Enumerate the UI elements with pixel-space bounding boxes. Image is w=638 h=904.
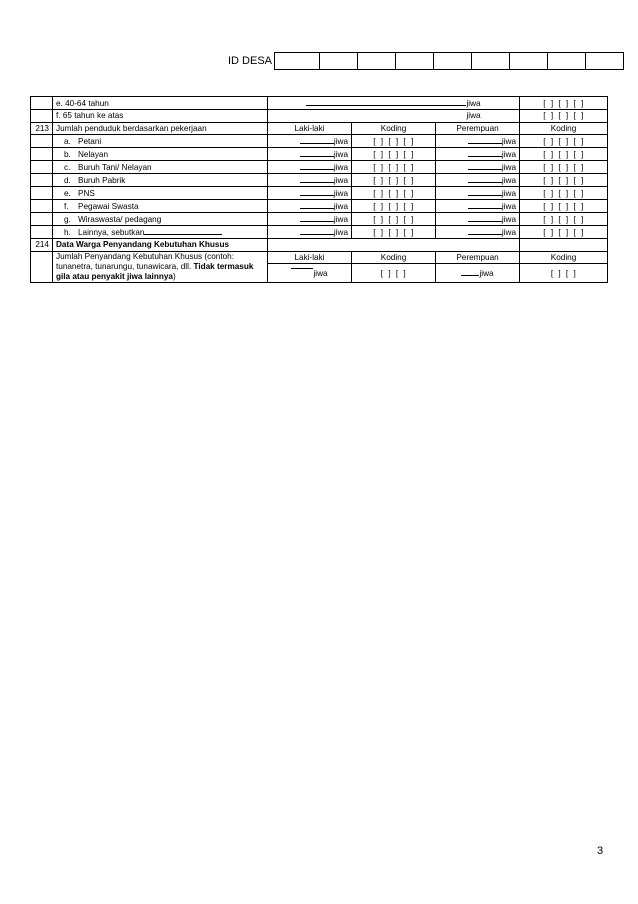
col-code: Koding (520, 251, 608, 264)
question-number: 214 (31, 239, 53, 252)
col-code: Koding (520, 122, 608, 135)
unit-label: jiwa (501, 215, 517, 224)
female-count-field[interactable] (436, 200, 520, 213)
item-letter: a. (64, 136, 71, 146)
item-letter: b. (64, 149, 71, 159)
unit-label: jiwa (466, 99, 481, 108)
unit-label: jiwa (313, 268, 328, 278)
male-count-field[interactable] (268, 200, 352, 213)
item-letter: d. (64, 175, 71, 185)
occupation-label (53, 200, 268, 213)
unit-label: jiwa (466, 111, 481, 121)
item-letter: h. (64, 228, 71, 237)
code-boxes[interactable]: [ ] [ ] [ ] (520, 187, 608, 200)
fill-blank[interactable] (291, 268, 313, 277)
code-boxes[interactable]: [ ] [ ] [ ] (520, 200, 608, 213)
unit-label: jiwa (501, 163, 517, 172)
empty-cell (520, 239, 608, 252)
male-count-field[interactable] (268, 264, 352, 283)
age-label: f. 65 tahun ke atas (53, 110, 268, 123)
code-boxes[interactable]: [ ] [ ] [ ] (352, 226, 436, 239)
id-digit-box[interactable] (433, 53, 471, 69)
male-count-field[interactable] (268, 213, 352, 226)
item-label: Lainnya, sebutkan (78, 228, 145, 237)
occupation-label (53, 161, 268, 174)
q214-header-row (31, 251, 608, 264)
female-count-field[interactable] (436, 187, 520, 200)
col-code: Koding (352, 122, 436, 135)
q213-header-row (31, 122, 608, 135)
fill-blank[interactable] (300, 226, 334, 235)
code-boxes[interactable]: [ ] [ ] [ ] (520, 110, 608, 123)
occupation-row (31, 161, 608, 174)
code-boxes[interactable]: [ ] [ ] [ ] (520, 174, 608, 187)
code-boxes[interactable]: [ ] [ ] [ ] (352, 161, 436, 174)
unit-label: jiwa (501, 150, 517, 159)
fill-blank[interactable] (468, 200, 502, 209)
code-boxes[interactable]: [ ] [ ] [ ] (352, 148, 436, 161)
survey-table (30, 96, 608, 283)
code-boxes[interactable]: [ ] [ ] (352, 264, 436, 283)
fill-blank[interactable] (468, 187, 502, 196)
unit-label: jiwa (333, 137, 348, 146)
fill-blank[interactable] (300, 174, 334, 183)
desc-bold-text: Tidak termasuk gila atau penyakit jiwa lainnya (56, 261, 254, 281)
id-desa-field (228, 52, 624, 70)
female-count-field[interactable] (436, 226, 520, 239)
item-label: Petani (78, 136, 102, 146)
fill-blank[interactable] (306, 97, 466, 106)
unit-label: jiwa (501, 176, 517, 185)
fill-blank[interactable] (300, 161, 334, 170)
occupation-row (31, 226, 608, 239)
question-number: 213 (31, 122, 53, 135)
unit-label: jiwa (501, 189, 517, 198)
occupation-label (53, 148, 268, 161)
col-female: Perempuan (436, 122, 520, 135)
age-row (31, 110, 608, 123)
code-boxes[interactable]: [ ] [ ] [ ] (352, 200, 436, 213)
code-boxes[interactable]: [ ] [ ] [ ] (352, 135, 436, 148)
occupation-row (31, 213, 608, 226)
item-label: Nelayan (78, 149, 109, 159)
fill-blank[interactable] (300, 187, 334, 196)
row-number (31, 213, 53, 226)
id-desa-boxes (274, 52, 624, 70)
fill-blank[interactable] (300, 213, 334, 222)
unit-label: jiwa (333, 163, 348, 172)
item-label: Buruh Pabrik (78, 175, 126, 185)
code-boxes[interactable]: [ ] [ ] [ ] (520, 226, 608, 239)
occupation-label (53, 135, 268, 148)
age-row (31, 97, 608, 110)
unit-label: jiwa (333, 150, 348, 159)
item-label: PNS (78, 188, 95, 198)
male-count-field[interactable] (268, 187, 352, 200)
empty-cell (268, 239, 520, 252)
unit-label: jiwa (479, 269, 494, 278)
male-count-field[interactable] (268, 226, 352, 239)
col-female: Perempuan (436, 251, 520, 264)
male-count-field[interactable] (268, 161, 352, 174)
fill-blank[interactable] (306, 110, 466, 118)
occupation-row (31, 174, 608, 187)
unit-label: jiwa (333, 202, 348, 211)
fill-blank[interactable] (300, 148, 334, 157)
id-digit-box[interactable] (471, 53, 509, 69)
page-number: 3 (597, 845, 604, 857)
female-count-field[interactable] (436, 264, 520, 283)
unit-label: jiwa (501, 137, 517, 146)
q214-description (53, 251, 268, 283)
col-male: Laki-laki (268, 251, 352, 264)
id-digit-box[interactable] (395, 53, 433, 69)
unit-label: jiwa (501, 202, 517, 211)
female-count-field[interactable] (436, 161, 520, 174)
fill-blank[interactable] (300, 135, 334, 144)
id-desa-label: ID DESA (228, 55, 273, 67)
fill-blank[interactable] (468, 161, 502, 170)
code-boxes[interactable]: [ ] [ ] [ ] (352, 187, 436, 200)
fill-blank[interactable] (468, 174, 502, 183)
row-number (31, 226, 53, 239)
code-boxes[interactable]: [ ] [ ] [ ] (520, 213, 608, 226)
code-boxes[interactable]: [ ] [ ] [ ] (352, 174, 436, 187)
row-number (31, 161, 53, 174)
code-boxes[interactable]: [ ] [ ] [ ] (520, 161, 608, 174)
occupation-row (31, 135, 608, 148)
item-label: Buruh Tani/ Nelayan (78, 162, 152, 172)
occupation-label (53, 187, 268, 200)
item-letter: g. (64, 214, 71, 224)
occupation-label (53, 226, 268, 239)
row-number (31, 200, 53, 213)
occupation-row (31, 148, 608, 161)
unit-label: jiwa (501, 228, 517, 237)
desc-end: ) (172, 271, 176, 281)
q214-title-row (31, 239, 608, 252)
id-digit-box[interactable] (509, 53, 547, 69)
fill-blank[interactable] (468, 148, 502, 157)
item-letter: e. (64, 188, 71, 198)
code-boxes[interactable]: [ ] [ ] [ ] (520, 148, 608, 161)
question-title: Data Warga Penyandang Kebutuhan Khusus (53, 239, 268, 252)
unit-label: jiwa (333, 215, 348, 224)
id-digit-box[interactable] (319, 53, 357, 69)
row-number (31, 110, 53, 123)
row-number (31, 135, 53, 148)
fill-blank[interactable] (461, 267, 479, 276)
col-code: Koding (352, 251, 436, 264)
id-digit-box[interactable] (547, 53, 585, 69)
id-digit-box[interactable] (275, 53, 319, 69)
code-boxes[interactable]: [ ] [ ] [ ] (520, 135, 608, 148)
female-count-field[interactable] (436, 213, 520, 226)
row-number (31, 97, 53, 110)
item-label: Wiraswasta/ pedagang (78, 214, 162, 224)
fill-blank[interactable] (300, 200, 334, 209)
unit-label: jiwa (333, 228, 348, 237)
unit-label: jiwa (333, 176, 348, 185)
id-digit-box[interactable] (585, 53, 623, 69)
id-digit-box[interactable] (357, 53, 395, 69)
other-specify-blank[interactable] (144, 226, 222, 235)
item-letter: c. (64, 162, 71, 172)
fill-blank[interactable] (468, 226, 502, 235)
row-number (31, 187, 53, 200)
row-number (31, 174, 53, 187)
code-boxes[interactable]: [ ] [ ] [ ] (520, 97, 608, 110)
occupation-label (53, 213, 268, 226)
row-number (31, 251, 53, 283)
age-count-field[interactable] (268, 97, 520, 110)
age-label: e. 40-64 tahun (53, 97, 268, 110)
item-letter: f. (64, 201, 69, 211)
female-count-field[interactable] (436, 174, 520, 187)
code-boxes[interactable]: [ ] [ ] (520, 264, 608, 283)
desc-text: Jumlah Penyandang Kebutuhan Khusus (contoh: tunanetra, tunarungu, tunawicara, dll. (56, 251, 234, 271)
fill-blank[interactable] (468, 135, 502, 144)
row-number (31, 148, 53, 161)
occupation-label (53, 174, 268, 187)
fill-blank[interactable] (468, 213, 502, 222)
code-boxes[interactable]: [ ] [ ] [ ] (352, 213, 436, 226)
col-male: Laki-laki (268, 122, 352, 135)
question-title: Jumlah penduduk berdasarkan pekerjaan (53, 122, 268, 135)
female-count-field[interactable] (436, 135, 520, 148)
age-count-field[interactable] (268, 110, 520, 123)
occupation-row (31, 187, 608, 200)
occupation-row (31, 200, 608, 213)
male-count-field[interactable] (268, 174, 352, 187)
unit-label: jiwa (333, 189, 348, 198)
male-count-field[interactable] (268, 148, 352, 161)
male-count-field[interactable] (268, 135, 352, 148)
female-count-field[interactable] (436, 148, 520, 161)
item-label: Pegawai Swasta (78, 201, 139, 211)
